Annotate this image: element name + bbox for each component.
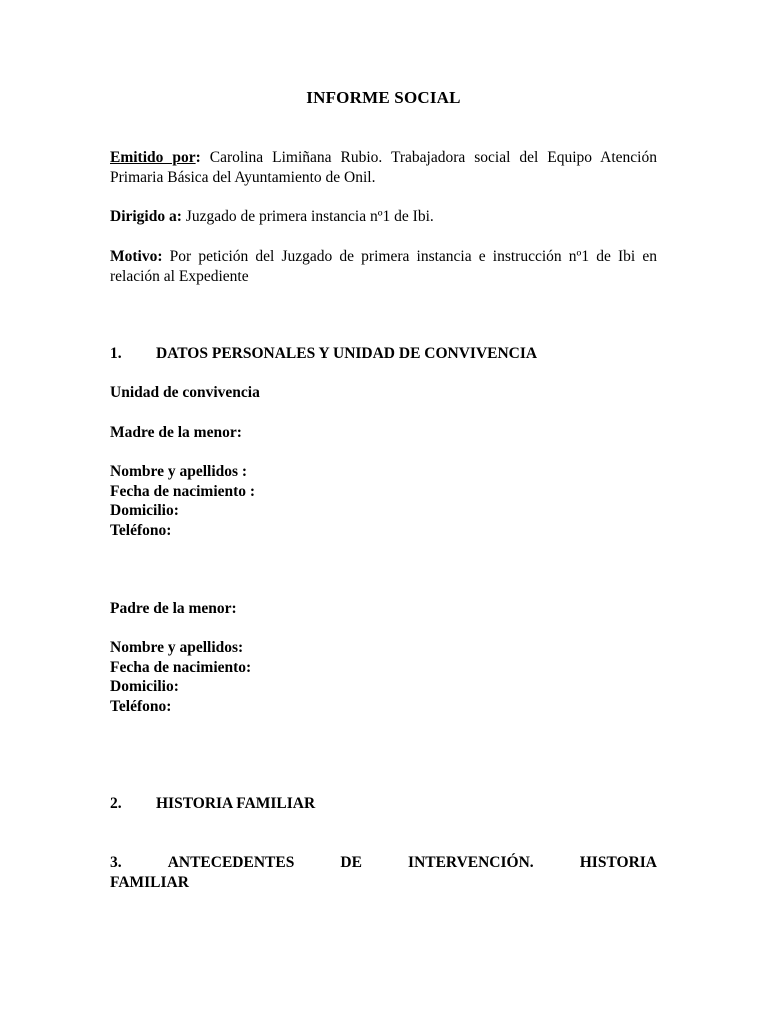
madre-heading: Madre de la menor: [110, 424, 242, 441]
madre-fecha-label: Fecha de nacimiento : [110, 482, 256, 500]
section-3-word: INTERVENCIÓN. [408, 854, 534, 871]
madre-fields [110, 462, 657, 540]
section-3-word: ANTECEDENTES [167, 854, 295, 871]
motivo-paragraph [110, 247, 657, 286]
dirigido-label: Dirigido a: [110, 208, 182, 225]
padre-telefono-label: Teléfono: [110, 697, 172, 715]
padre-domicilio-label: Domicilio: [110, 678, 179, 695]
section-3-line-2: FAMILIAR [110, 873, 189, 891]
dirigido-text: Juzgado de primera instancia nº1 de Ibi. [181, 208, 434, 225]
section-3-word: 3. [110, 854, 122, 871]
section-1-title: DATOS PERSONALES Y UNIDAD DE CONVIVENCIA [156, 345, 538, 362]
emitido-paragraph [110, 148, 657, 187]
motivo-label: Motivo: [110, 248, 163, 265]
section-1-heading [110, 344, 657, 364]
section-3-heading [110, 853, 657, 892]
unidad-convivencia-label: Unidad de convivencia [110, 384, 260, 401]
emitido-label: Emitido por: [110, 149, 201, 166]
madre-telefono-label: Teléfono: [110, 521, 172, 539]
section-3-word: HISTORIA [579, 854, 657, 871]
section-2-title: HISTORIA FAMILIAR [156, 795, 316, 812]
padre-fecha-label: Fecha de nacimiento: [110, 658, 252, 676]
padre-fields [110, 638, 657, 716]
padre-nombre-label: Nombre y apellidos: [110, 639, 244, 656]
emitido-text: Carolina Limiñana Rubio. Trabajadora social del Equipo Atención Primaria Básica del Ayuntamiento de Onil. [110, 149, 657, 186]
section-2-number: 2. [110, 795, 122, 812]
padre-heading: Padre de la menor: [110, 600, 237, 617]
section-3-line-1 [110, 853, 657, 873]
section-2-heading [110, 794, 657, 814]
madre-domicilio-label: Domicilio: [110, 502, 179, 519]
madre-nombre-label: Nombre y apellidos : [110, 463, 248, 480]
document-title: INFORME SOCIAL [306, 88, 461, 107]
section-1-number: 1. [110, 345, 122, 362]
section-3-word: DE [340, 854, 362, 871]
dirigido-paragraph [110, 207, 657, 227]
motivo-text: Por petición del Juzgado de primera instancia e instrucción nº1 de Ibi en relación al Expediente [110, 248, 657, 285]
